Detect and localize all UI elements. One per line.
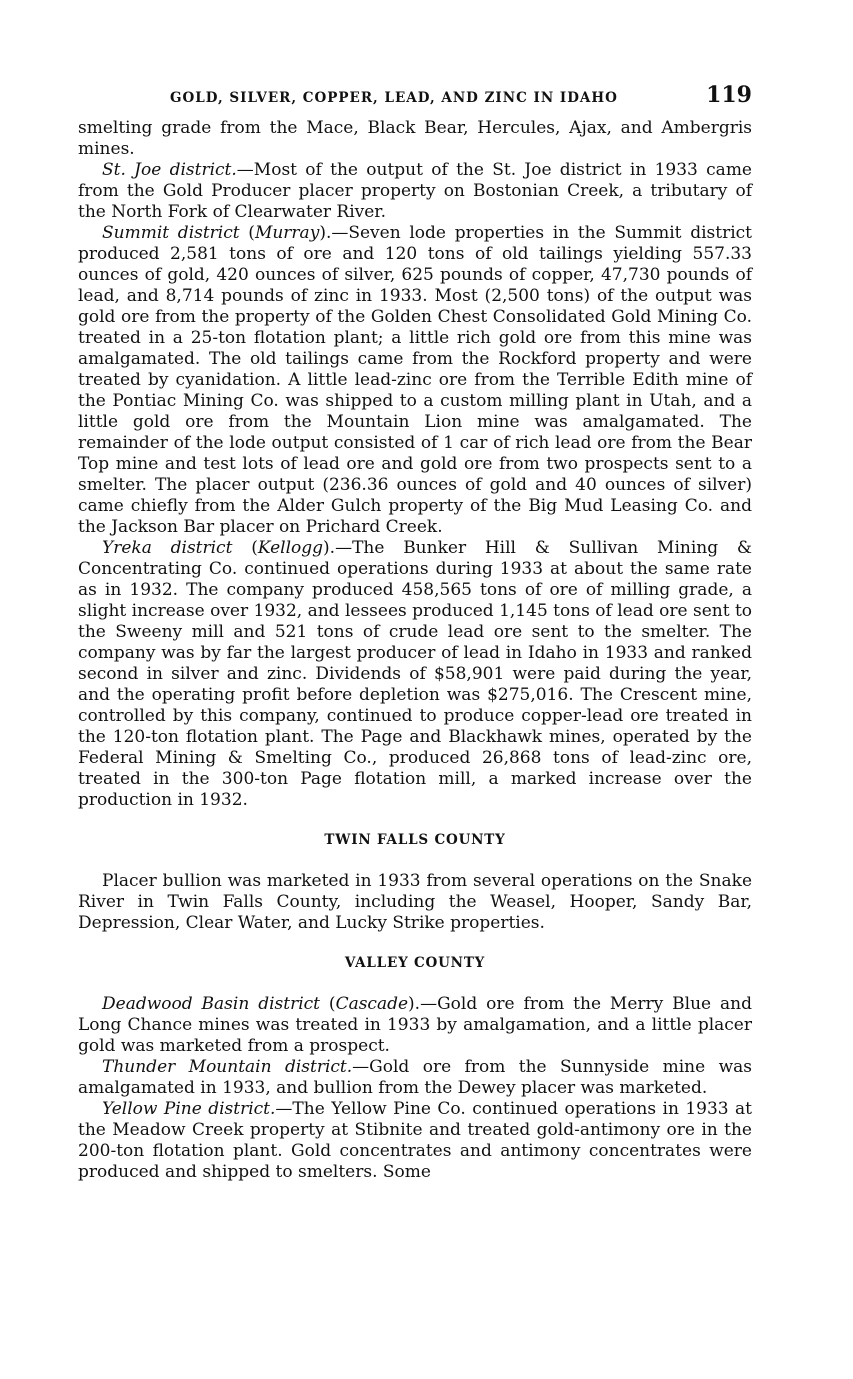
paragraph-yellow-pine-district [78, 1099, 752, 1183]
district-name: Yreka district [102, 538, 233, 558]
section-heading-twin-falls: TWIN FALLS COUNTY [324, 832, 506, 848]
body-text [78, 118, 752, 1183]
district-alt-name: Kellogg [257, 538, 324, 558]
district-name: Deadwood Basin district [102, 994, 320, 1014]
page-number: 119 [706, 82, 752, 108]
paragraph-text: ).—Gold ore from the Merry Blue and Long Chance mines was treated in 1933 by amalgamation, and a little placer gold was marketed from a prospect. [78, 994, 753, 1056]
paragraph-twin-falls: Placer bullion was marketed in 1933 from several operations on the Snake River in Twin Falls County, including the Weasel, Hooper, Sandy Bar, Depression, Clear Water, and Lucky Strike properties. [78, 871, 752, 933]
paragraph-text: ).—The Bunker Hill & Sullivan Mining & Concentrating Co. continued operations during 1933 at about the same rate as in 1932. The company produced 458,565 tons of ore of milling grade, a slight increase over 1932, and lessees produced 1,145 tons of lead ore sent to the Sweeny mill and 521 tons of crude lead ore sent to the smelter. The company was by far the largest producer of lead in Idaho in 1933 and ranked second in silver and zinc. Dividends of $58,901 were paid during the year, and the operating profit before depletion was $275,016. The Crescent mine, controlled by this company, continued to produce copper-lead ore treated in the 120-ton flotation plant. The Page and Blackhawk mines, operated by the Federal Mining & Smelting Co., produced 26,868 tons of lead-zinc ore, treated in the 300-ton Page flotation mill, a marked increase over the production in 1932. [78, 538, 753, 810]
section-heading-wrap [78, 952, 752, 974]
paragraph-summit-district [78, 223, 752, 538]
paragraph-deadwood-basin-district [78, 994, 752, 1057]
running-head-title: GOLD, SILVER, COPPER, LEAD, AND ZINC IN IDAHO [170, 90, 618, 106]
running-head [78, 80, 752, 116]
district-name: Summit district [102, 223, 240, 243]
paragraph-continuation: smelting grade from the Mace, Black Bear, Hercules, Ajax, and Ambergris mines. [78, 118, 752, 159]
paren-open: ( [320, 994, 336, 1014]
section-heading-valley: VALLEY COUNTY [344, 955, 486, 971]
paragraph-text: ).—Seven lode properties in the Summit district produced 2,581 tons of ore and 120 tons of old tailings yielding 557.33 ounces of gold, 420 ounces of silver, 625 pounds of copper, 47,730 pounds of lead, and 8,714 pounds of zinc in 1933. Most (2,500 tons) of the output was gold ore from the property of the Golden Chest Consolidated Gold Mining Co. treated in a 25-ton flotation plant; a little rich gold ore from this mine was amalgamated. The old tailings came from the Rockford property and were treated by cyanidation. A little lead-zinc ore from the Terrible Edith mine of the Pontiac Mining Co. was shipped to a custom milling plant in Utah, and a little gold ore from the Mountain Lion mine was amalgamated. The remainder of the lode output consisted of 1 car of rich lead ore from the Bear Top mine and test lots of lead ore and gold ore from two prospects sent to a smelter. The placer output (236.36 ounces of gold and 40 ounces of silver) came chiefly from the Alder Gulch property of the Big Mud Leasing Co. and the Jackson Bar placer on Prichard Creek. [78, 223, 752, 537]
section-heading-wrap [78, 829, 752, 851]
paragraph-text: —Most of the output of the St. Joe district in 1933 came from the Gold Producer placer property on Bostonian Creek, a tributary of the North Fork of Clearwater River. [78, 160, 752, 222]
paragraph-text: —Gold ore from the Sunnyside mine was amalgamated in 1933, and bullion from the Dewey placer was marketed. [78, 1057, 752, 1098]
paragraph-yreka-district [78, 538, 752, 811]
district-name: Thunder Mountain district. [102, 1057, 353, 1077]
district-alt-name: Cascade [335, 994, 409, 1014]
district-alt-name: Murray [254, 223, 320, 243]
paragraph-thunder-mountain-district [78, 1057, 752, 1099]
paren-open: ( [239, 223, 255, 243]
paren-open: ( [232, 538, 258, 558]
district-name: St. Joe district. [102, 160, 237, 180]
document-page [78, 80, 752, 1183]
paragraph-text: —The Yellow Pine Co. continued operations in 1933 at the Meadow Creek property at Stibnite and treated gold-antimony ore in the 200-ton flotation plant. Gold concentrates and antimony concentrates were produced and shipped to smelters. Some [78, 1099, 752, 1182]
paragraph-st-joe-district [78, 160, 752, 223]
district-name: Yellow Pine district. [102, 1099, 276, 1119]
